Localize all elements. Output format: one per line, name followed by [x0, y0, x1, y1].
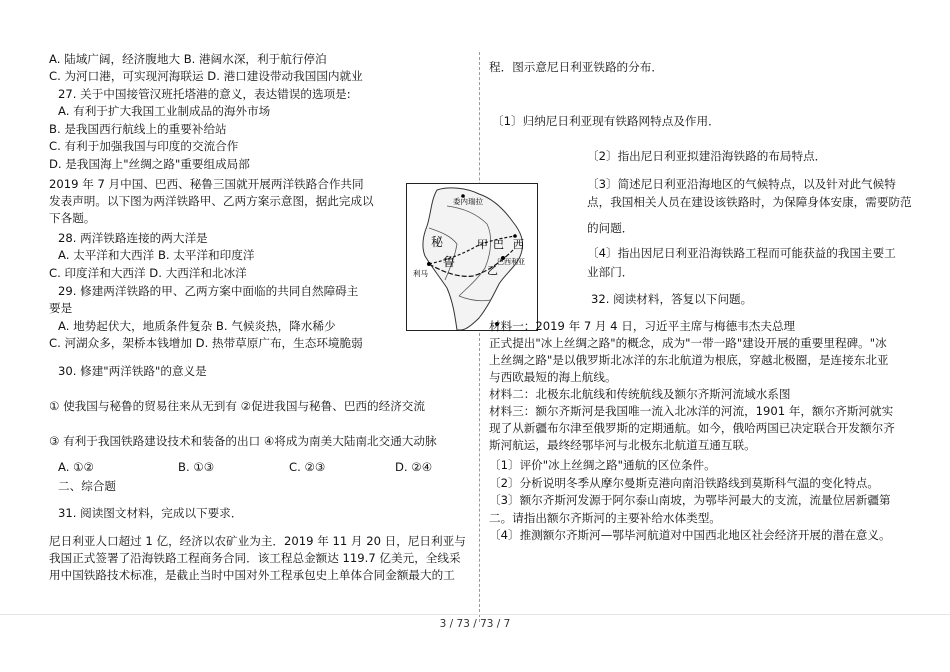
q31-material-4: 程．图示意尼日利亚铁路的分布． — [489, 60, 663, 74]
south-america-railway-map — [406, 183, 538, 331]
q32-material-1-line4: 与西欧最短的海上航线。 — [489, 370, 617, 384]
q28-stem: 28. 两洋铁路连接的两大洋是 — [58, 231, 208, 245]
label-brasilia: 巴西利亚 — [497, 258, 525, 266]
q31-sub-4-line2: 业部门． — [587, 265, 634, 279]
label-jia: 甲 — [477, 238, 488, 251]
q31-sub-4-line1: 〔4〕指出因尼日利亚沿海铁路工程而可能获益的我国主要工 — [587, 246, 896, 260]
q29-stem-1: 29. 修建两洋铁路的甲、乙两方案中面临的共同自然障碍主 — [58, 284, 359, 298]
label-brazil-1: 巴 — [493, 238, 504, 251]
q32-material-3-line2: 现了从新疆布尔津至俄罗斯的定期通航。如今，俄哈两国已决定联合开发额尔齐 — [489, 421, 895, 435]
passage-intro-3: 下各题。 — [49, 211, 96, 225]
q32-material-1-line3: 上丝绸之路"是以俄罗斯北冰洋的东北航道为根底，穿越北极圈，是连接东北亚 — [489, 353, 889, 367]
q27-option-c: C. 有利于加强我国与印度的交流合作 — [49, 139, 239, 153]
q32-sub-1: 〔1〕评价"冰上丝绸之路"通航的区位条件。 — [489, 458, 716, 472]
label-yi: 乙 — [487, 264, 498, 277]
q31-material-3: 用中国铁路技术标准，是截止当时中国对外工程承包史上单体合同金额最大的工 — [49, 568, 455, 582]
q32-material-3-line1: 材料三：额尔齐斯河是我国唯一流入北冰洋的河流，1901 年，额尔齐斯河就实 — [489, 404, 894, 418]
q31-sub-1: 〔1〕归纳尼日利亚现有铁路网特点及作用． — [492, 114, 720, 128]
label-brazil-2: 西 — [513, 238, 524, 251]
q30-stem: 30. 修建"两洋铁路"的意义是 — [58, 364, 207, 378]
q30-option-a: A. ①② — [58, 460, 94, 474]
q31-sub-3-line3: 的问题． — [587, 221, 634, 235]
q30-item-3-4: ③ 有利于我国铁路建设技术和装备的出口 ④将成为南美大陆南北交通大动脉 — [49, 434, 437, 448]
q26-options-ab: A. 陆域广阔，经济腹地大 B. 港阔水深，利于航行停泊 — [49, 52, 327, 66]
q32-sub-3-line2: 二。请指出额尔齐斯河的主要补给水体类型。 — [489, 511, 721, 525]
q31-material-1: 尼日利亚人口超过 1 亿，经济以农矿业为主．2019 年 11 月 20 日，尼日利亚与 — [49, 534, 466, 548]
q32-material-1-line1: 材料一：2019 年 7 月 4 日，习近平主席与梅德韦杰夫总理 — [489, 319, 796, 333]
q31-stem: 31. 阅读图文材料，完成以下要求． — [58, 506, 243, 520]
q27-option-b: B. 是我国西行航线上的重要补给站 — [49, 122, 227, 136]
footer-rule — [0, 614, 950, 615]
q32-material-3-line3: 斯河航运，最终经鄂毕河与北极东北航道互通互联。 — [489, 438, 756, 452]
q32-material-1-line2: 正式提出"冰上丝绸之路"的概念，成为"一带一路"建设开展的重要里程碑。"冰 — [489, 336, 887, 350]
q32-material-2: 材料二：北极东北航线和传统航线及额尔齐斯河流域水系图 — [489, 387, 791, 401]
q32-stem: 32. 阅读材料，答复以下问题。 — [591, 292, 753, 306]
passage-intro-2: 发表声明。以下图为两洋铁路甲、乙两方案示意图，据此完成以 — [49, 194, 374, 208]
label-peru-2: 鲁 — [443, 255, 456, 269]
q27-option-a: A. 有利于扩大我国工业制成品的海外市场 — [58, 104, 271, 118]
passage-intro-1: 2019 年 7 月中国、巴西、秘鲁三国就开展两洋铁路合作共同 — [49, 177, 364, 191]
q31-material-2: 我国正式签署了沿海铁路工程商务合同．该工程总金额达 119.7 亿美元，全线采 — [49, 551, 461, 565]
q30-option-b: B. ①③ — [178, 460, 215, 474]
q28-options-cd: C. 印度洋和大西洋 D. 大西洋和北冰洋 — [49, 266, 247, 280]
q32-sub-3-line1: 〔3〕额尔齐斯河发源于阿尔泰山南坡，为鄂毕河最大的支流，流量位居新疆第 — [489, 493, 891, 507]
page-number: 3 / 73 / 73 / 7 — [439, 618, 511, 630]
q28-options-ab: A. 太平洋和大西洋 B. 太平洋和印度洋 — [58, 248, 255, 262]
q29-options-ab: A. 地势起伏大，地质条件复杂 B. 气候炎热，降水稀少 — [58, 319, 336, 333]
q30-option-c: C. ②③ — [289, 460, 326, 474]
q30-option-d: D. ②④ — [395, 460, 433, 474]
label-lima: 利马 — [413, 269, 428, 278]
q30-item-1-2: ① 使我国与秘鲁的贸易往来从无到有 ②促进我国与秘鲁、巴西的经济交流 — [49, 399, 425, 413]
q29-options-cd: C. 河湖众多，架桥本钱增加 D. 热带草原广布，生态环境脆弱 — [49, 336, 363, 350]
q31-sub-3-line2: 点，我国相关人员在建设该铁路时，为保障身体安康，需要防范 — [587, 195, 912, 209]
label-venezuela: 委内瑞拉 — [453, 197, 483, 206]
q29-stem-2: 要是 — [49, 301, 73, 315]
column-divider — [479, 52, 480, 622]
lima-marker — [427, 262, 431, 266]
label-peru-1: 秘 — [431, 235, 444, 249]
map-graphic — [407, 184, 537, 330]
section-heading-comprehensive: 二、综合题 — [58, 479, 116, 493]
q32-sub-4: 〔4〕推测额尔齐斯河—鄂毕河航道对中国西北地区社会经济开展的潜在意义。 — [489, 528, 891, 542]
q26-options-cd: C. 为河口港，可实现河海联运 D. 港口建设带动我国国内就业 — [49, 69, 363, 83]
q32-sub-2: 〔2〕分析说明冬季从摩尔曼斯克港向南沿铁路线到莫斯科气温的变化特点。 — [489, 476, 879, 490]
q31-sub-3-line1: 〔3〕简述尼日利亚沿海地区的气候特点，以及针对此气候特 — [587, 177, 896, 191]
q27-stem: 27. 关于中国接管汉班托塔港的意义，表达错误的选项是: — [58, 87, 351, 101]
q31-sub-2: 〔2〕指出尼日利亚拟建沿海铁路的布局特点． — [587, 149, 827, 163]
q27-option-d: D. 是我国海上"丝绸之路"重要组成局部 — [49, 157, 250, 171]
